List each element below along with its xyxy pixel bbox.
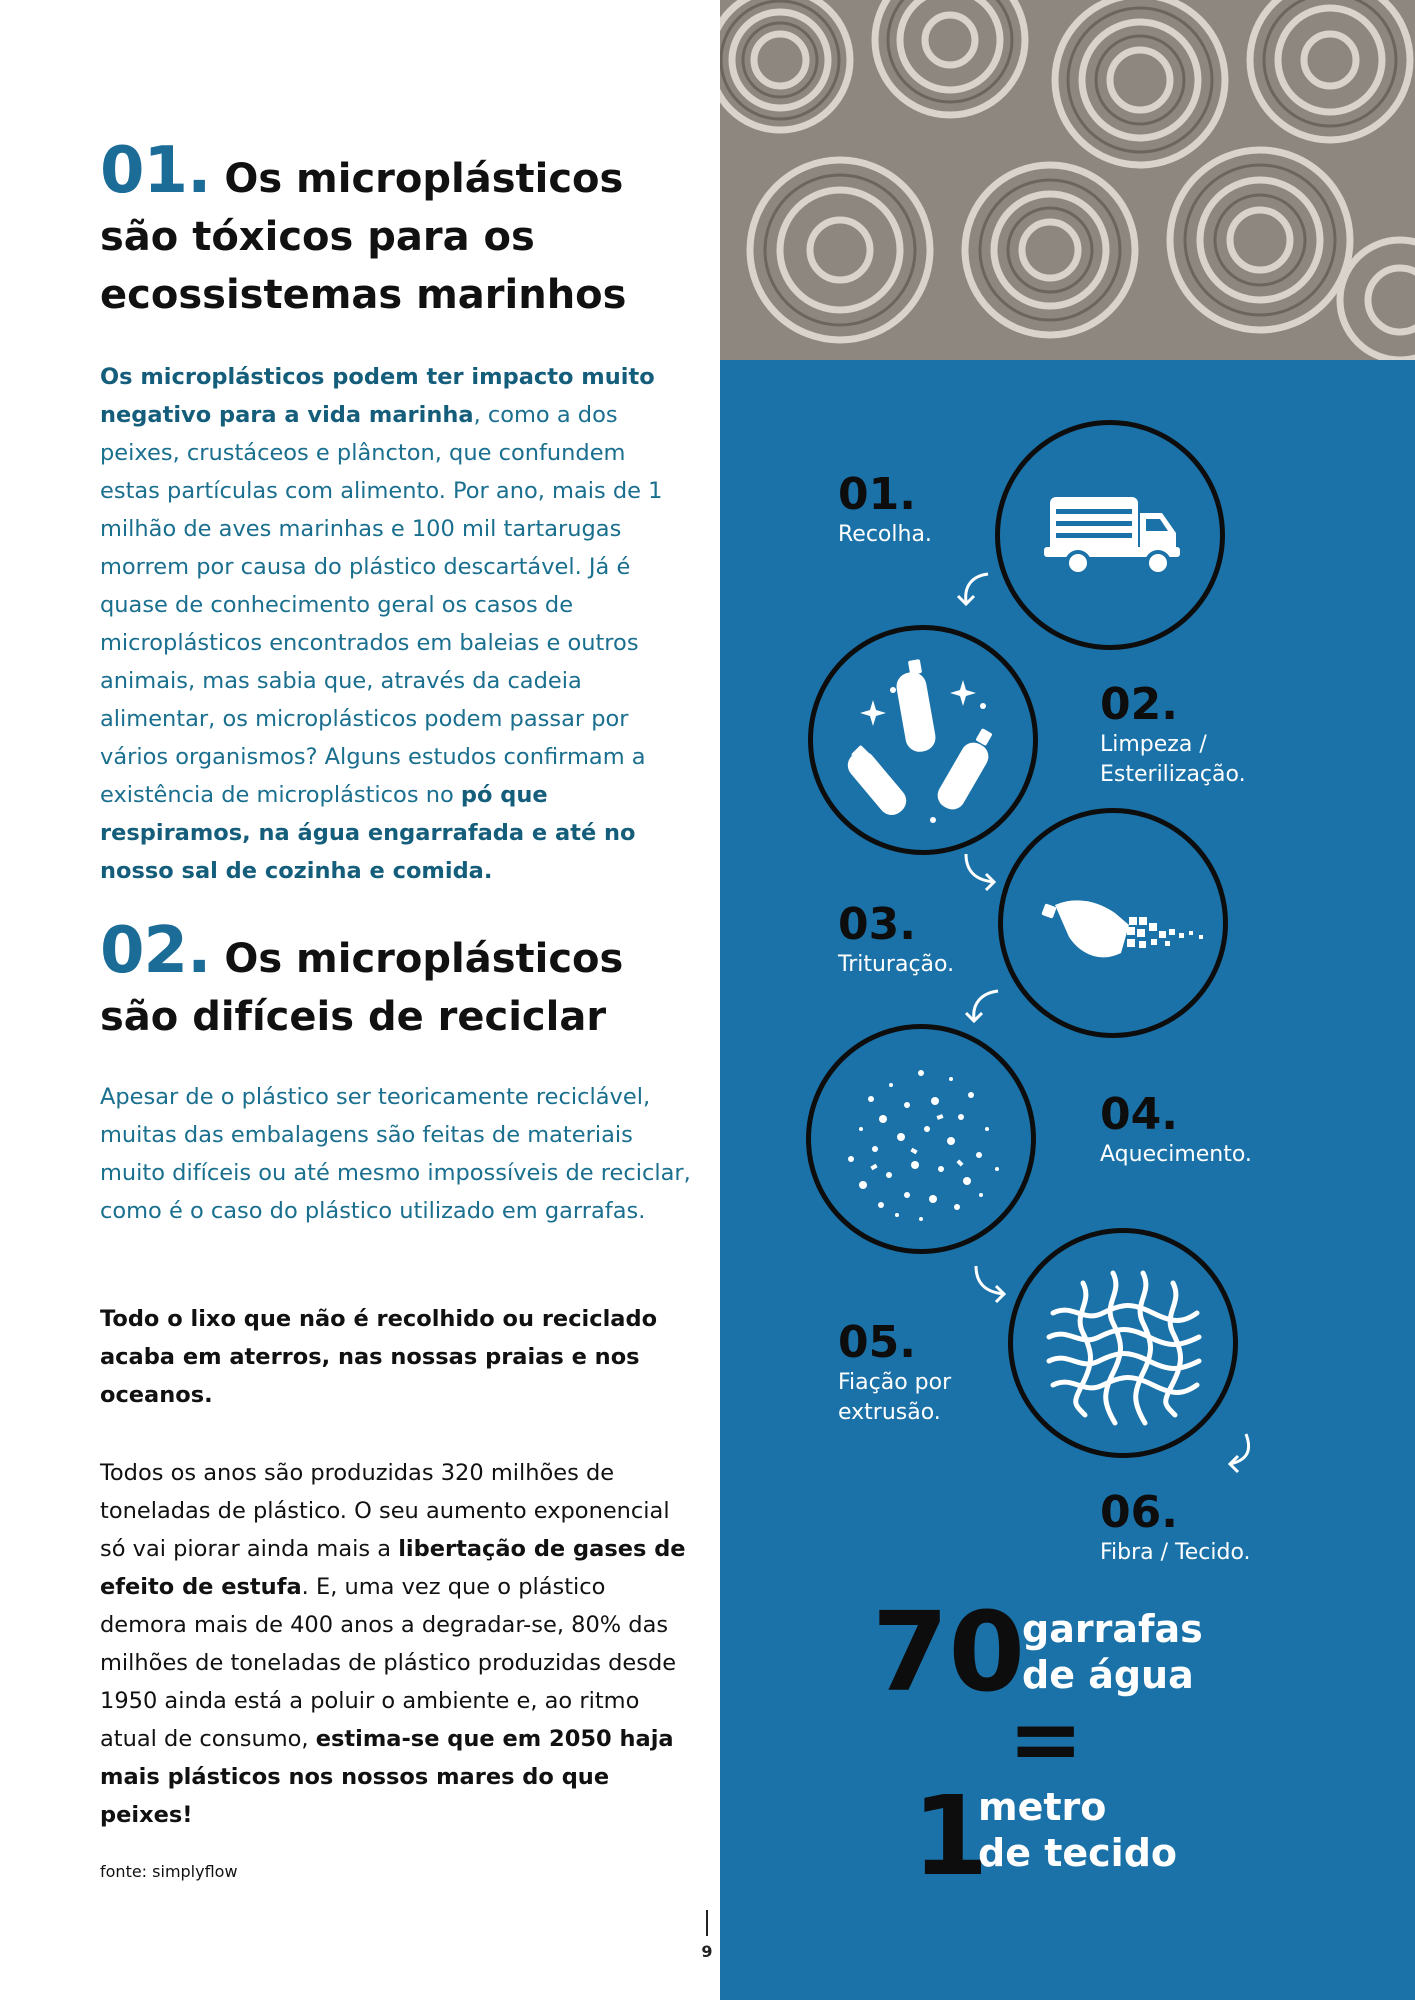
page-number-divider (706, 1910, 708, 1936)
stat-fabric-number: 1 (912, 1772, 989, 1900)
section-2-paragraph-2: Todo o lixo que não é recolhido ou reciclado acaba em aterros, nas nossas praias e nos oceanos. (100, 1306, 658, 1408)
section-2-heading (100, 914, 660, 1046)
p3-highlight-2: estima-se que em 2050 haja mais plásticos nos nossos mares do que peixes! (100, 1726, 674, 1828)
step-05-circle (1008, 1228, 1238, 1458)
section-1-highlight: pó que respiramos, na água engarrafada e até no nosso sal de cozinha e comida. (100, 782, 636, 884)
truck-icon (1000, 425, 1220, 645)
step-06 (1100, 1488, 1251, 1568)
section-1-paragraph (100, 358, 690, 890)
step-06-number: 06. (1100, 1487, 1178, 1538)
stat-bottles-label (1022, 1606, 1203, 1698)
section-1-title: Os microplásticos são tóxicos para os ecossistemas marinhos (100, 156, 627, 318)
step-02 (1100, 680, 1270, 790)
step-05-label: Fiação por extrusão. (838, 1370, 952, 1425)
section-1-body: , como a dos peixes, crustáceos e plâncton, que confundem estas partículas com alimento. Por ano, mais de 1 milhão de aves marinhas e 100 mil tartarugas morrem por causa do plástico descartável. Já é quase de conhecimento geral os casos de microplásticos encontrados em baleias e outros animais, mas sabia que, através da cadeia alimentar, os microplásticos podem passar por vários organismos? Alguns estudos confirmam a existência de microplásticos no (100, 402, 663, 808)
section-2-paragraph-1: Apesar de o plástico ser teoricamente reciclável, muitas das embalagens são feitas de materiais muito difíceis ou até mesmo impossíveis de reciclar, como é o caso do plástico utilizado em garrafas. (100, 1084, 691, 1224)
p3-text-b: . E, uma vez que o plástico demora mais de 400 anos a degradar-se, 80% das milhões de toneladas de plástico produzidas desde 1950 ainda está a poluir o ambiente e, ao ritmo atual de consumo, (100, 1574, 677, 1752)
section-2-paragraph-3 (100, 1454, 690, 1834)
step-05 (838, 1318, 988, 1428)
step-03 (838, 900, 954, 980)
step-01-circle (995, 420, 1225, 650)
step-04-number: 04. (1100, 1089, 1178, 1140)
section-2-title: Os microplásticos são difíceis de reciclar (100, 936, 624, 1040)
section-1-number: 01. (100, 134, 211, 208)
page-number: 9 (701, 1942, 713, 1961)
stat-fabric-line-2: de tecido (978, 1831, 1177, 1875)
stat-bottles-line-1: garrafas (1022, 1607, 1203, 1651)
arrow-4-icon (970, 1262, 1014, 1306)
step-04-circle (806, 1024, 1036, 1254)
step-03-label: Trituração. (838, 952, 955, 977)
stat-fabric-line-1: metro (978, 1785, 1107, 1829)
step-01-number: 01. (838, 469, 916, 520)
p3-highlight-1: libertação de gases de efeito de estufa (100, 1536, 686, 1600)
fabric-rolls-photo (720, 0, 1415, 360)
step-03-circle (998, 808, 1228, 1038)
section-1-lead: Os microplásticos podem ter impacto muito negativo para a vida marinha (100, 364, 655, 428)
step-01-label: Recolha. (838, 522, 932, 547)
stat-equals-sign: = (1008, 1687, 1084, 1792)
fibers-icon (1013, 1233, 1233, 1453)
step-01 (838, 470, 932, 550)
stat-bottles-line-2: de água (1022, 1653, 1194, 1697)
stat-fabric-label (978, 1784, 1177, 1876)
source-note: fonte: simplyflow (100, 1862, 238, 1881)
step-04 (1100, 1090, 1252, 1170)
step-02-label: Limpeza / Esterilização. (1100, 732, 1246, 787)
section-1-heading (100, 134, 660, 324)
step-03-number: 03. (838, 899, 916, 950)
arrow-1-icon (952, 568, 996, 612)
arrow-3-icon (960, 985, 1004, 1029)
arrow-2-icon (960, 850, 1004, 894)
step-05-number: 05. (838, 1317, 916, 1368)
bottles-icon (813, 630, 1033, 850)
step-02-number: 02. (1100, 679, 1178, 730)
step-04-label: Aquecimento. (1100, 1142, 1252, 1167)
stat-bottles-number: 70 (872, 1588, 1026, 1716)
fabric-rolls-image (720, 0, 1415, 360)
step-06-label: Fibra / Tecido. (1100, 1540, 1251, 1565)
arrow-5-icon (1216, 1430, 1260, 1474)
particles-icon (811, 1029, 1031, 1249)
section-2-number: 02. (100, 914, 211, 988)
infographic-panel (720, 0, 1415, 2000)
p3-text-a: Todos os anos são produzidas 320 milhões de toneladas de plástico. O seu aumento exponencial só vai piorar ainda mais a (100, 1460, 670, 1562)
shredding-icon (1003, 813, 1223, 1033)
